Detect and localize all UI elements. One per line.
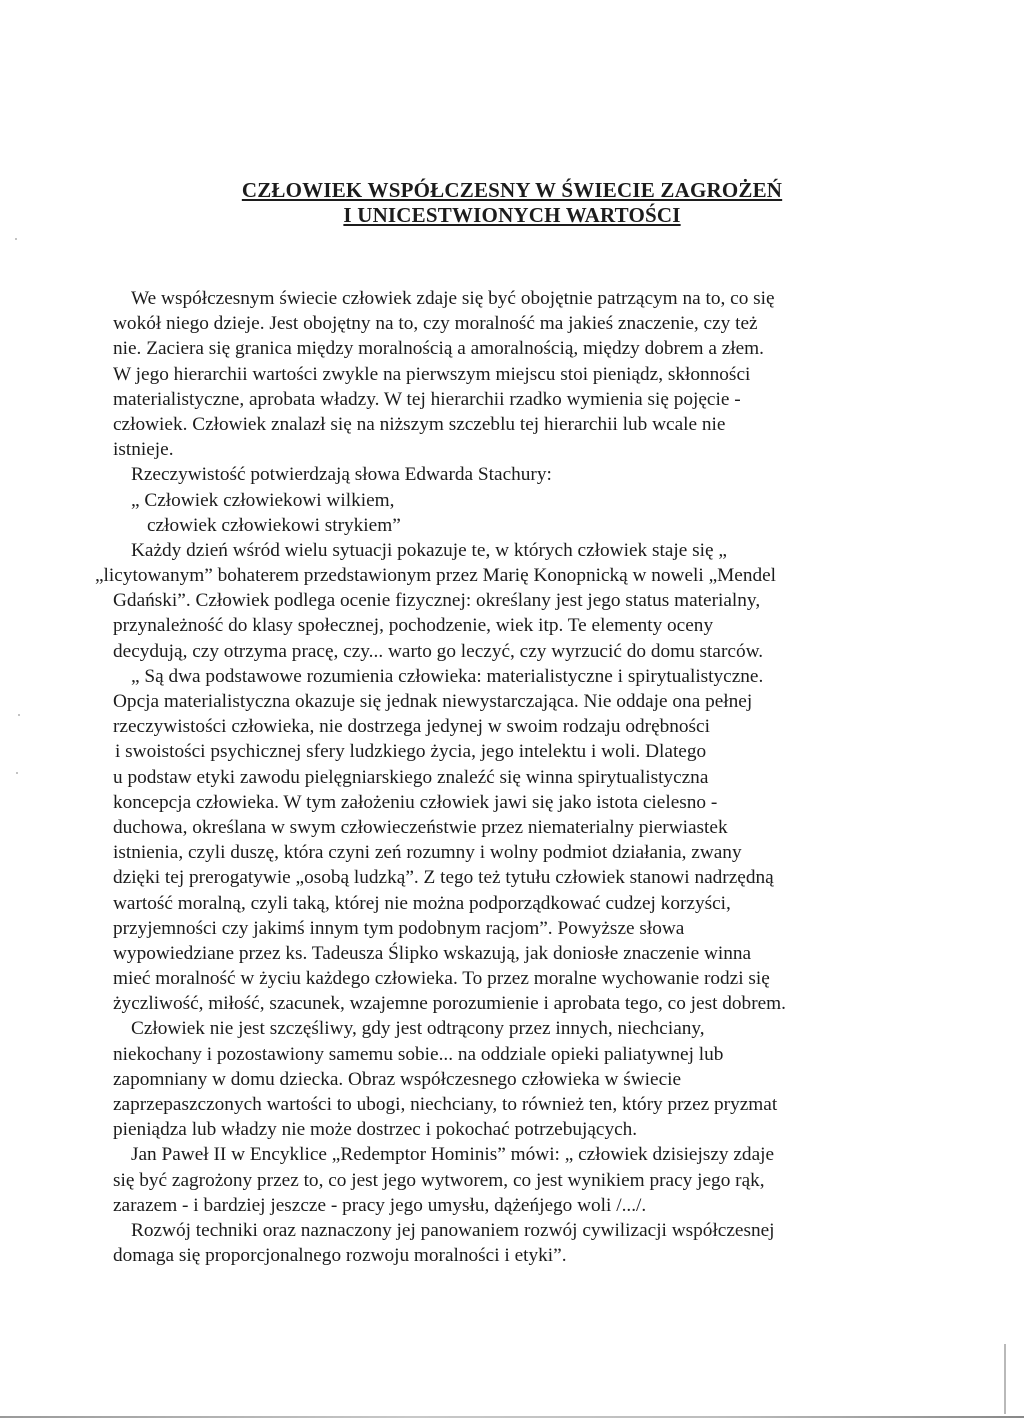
text-line: „licytowanym” bohaterem przedstawionym przez Marię Konopnicką w noweli „Mendel xyxy=(95,565,777,587)
text-line: dzięki tej prerogatywie „osobą ludzką”. Z tego też tytułu człowiek stanowi nadrzędną xyxy=(113,867,774,889)
text-line: decydują, czy otrzyma pracę, czy... warto go leczyć, czy wyrzucić do domu starców. xyxy=(113,640,764,662)
text-line: Gdański”. Człowiek podlega ocenie fizycznej: określany jest jego status materialny, xyxy=(113,590,761,612)
text-line: Człowiek nie jest szczęśliwy, gdy jest odtrącony przez innych, niechciany, xyxy=(131,1018,705,1040)
text-line: rzeczywistości człowieka, nie dostrzega jedynej w swoim rodzaju odrębności xyxy=(113,716,710,738)
text-line: się być zagrożony przez to, co jest jego wytworem, co jest wynikiem pracy jego rąk, xyxy=(113,1169,765,1191)
text-line: Rzeczywistość potwierdzają słowa Edwarda Stachury: xyxy=(131,464,552,486)
scan-edge-right xyxy=(1004,1344,1006,1414)
text-line: zarazem - i bardziej jeszcze - pracy jego umysłu, dążeńjego woli /.../. xyxy=(113,1194,647,1216)
scan-speck xyxy=(16,772,18,774)
text-line: duchowa, określana w swym człowieczeństwie przez niematerialny pierwiastek xyxy=(113,816,728,838)
text-line: Każdy dzień wśród wielu sytuacji pokazuje te, w których człowiek staje się „ xyxy=(131,539,727,561)
text-line: istnienia, czyli duszę, która czyni zeń rozumny i wolny podmiot działania, zwany xyxy=(113,842,742,864)
text-line: wokół niego dzieje. Jest obojętny na to, czy moralność ma jakieś znaczenie, czy też xyxy=(113,313,758,335)
text-line: zaprzepaszczonych wartości to ubogi, niechciany, to również ten, który przez pryzmat xyxy=(113,1094,778,1115)
document-body xyxy=(95,286,893,1268)
quote-line: człowiek człowiekowi strykiem” xyxy=(147,514,401,536)
quote-line: „ Człowiek człowiekowi wilkiem, xyxy=(131,489,395,511)
document-title xyxy=(0,178,1024,228)
text-line: Opcja materialistyczna okazuje się jednak niewystarczająca. Nie oddaje ona pełnej xyxy=(113,691,753,712)
text-line: człowiek. Człowiek znalazł się na niższym szczeblu tej hierarchii lub wcale nie xyxy=(113,413,726,435)
text-line: W jego hierarchii wartości zwykle na pierwszym miejscu stoi pieniądz, skłonności xyxy=(113,363,751,385)
text-line: przyjemności czy jakimś innym tym podobnym racjom”. Powyższe słowa xyxy=(113,917,685,939)
text-line: życzliwość, miłość, szacunek, wzajemne porozumienie i aprobata tego, co jest dobrem. xyxy=(113,993,786,1015)
text-line: domaga się proporcjonalnego rozwoju moralności i etyki”. xyxy=(113,1245,567,1267)
text-line: wypowiedziane przez ks. Tadeusza Ślipko wskazują, jak doniosłe znaczenie winna xyxy=(113,942,752,964)
text-line: nie. Zaciera się granica między moralnością a amoralnością, między dobrem a złem. xyxy=(113,338,764,360)
text-line: niekochany i pozostawiony samemu sobie... na oddziale opieki paliatywnej lub xyxy=(113,1043,724,1065)
text-line: wartość moralną, czyli taką, której nie można podporządkować cudzej korzyści, xyxy=(113,892,731,914)
text-line: przynależność do klasy społecznej, pochodzenie, wiek itp. Te elementy oceny xyxy=(113,615,714,637)
text-line: „ Są dwa podstawowe rozumienia człowieka: materialistyczne i spirytualistyczne. xyxy=(131,665,764,687)
title-line-1: CZŁOWIEK WSPÓŁCZESNY W ŚWIECIE ZAGROŻEŃ xyxy=(241,178,783,202)
text-line: We współczesnym świecie człowiek zdaje się być obojętnie patrzącym na to, co się xyxy=(131,288,775,309)
scan-speck xyxy=(18,714,20,716)
text-line: istnieje. xyxy=(113,439,174,461)
text-line: materialistyczne, aprobata władzy. W tej hierarchii rzadko wymienia się pojęcie - xyxy=(113,388,741,410)
text-line: pieniądza lub władzy nie może dostrzec i pokochać potrzebujących. xyxy=(113,1119,638,1141)
scan-speck xyxy=(15,238,17,240)
title-line-2: I UNICESTWIONYCH WARTOŚCI xyxy=(343,203,681,227)
text-line: i swoistości psychicznej sfery ludzkiego życia, jego intelektu i woli. Dlatego xyxy=(115,741,707,763)
text-line: Jan Paweł II w Encyklice „Redemptor Hominis” mówi: „ człowiek dzisiejszy zdaje xyxy=(131,1144,775,1166)
text-line: zapomniany w domu dziecka. Obraz współczesnego człowieka w świecie xyxy=(113,1068,682,1090)
text-line: koncepcja człowieka. W tym założeniu człowiek jawi się jako istota cielesno - xyxy=(113,791,718,813)
text-line: u podstaw etyki zawodu pielęgniarskiego znaleźć się winna spirytualistyczna xyxy=(113,766,709,788)
text-line: Rozwój techniki oraz naznaczony jej panowaniem rozwój cywilizacji współczesnej xyxy=(131,1219,775,1241)
text-line: mieć moralność w życiu każdego człowieka. To przez moralne wychowanie rodzi się xyxy=(113,968,770,990)
scan-edge-bottom xyxy=(0,1416,1024,1418)
